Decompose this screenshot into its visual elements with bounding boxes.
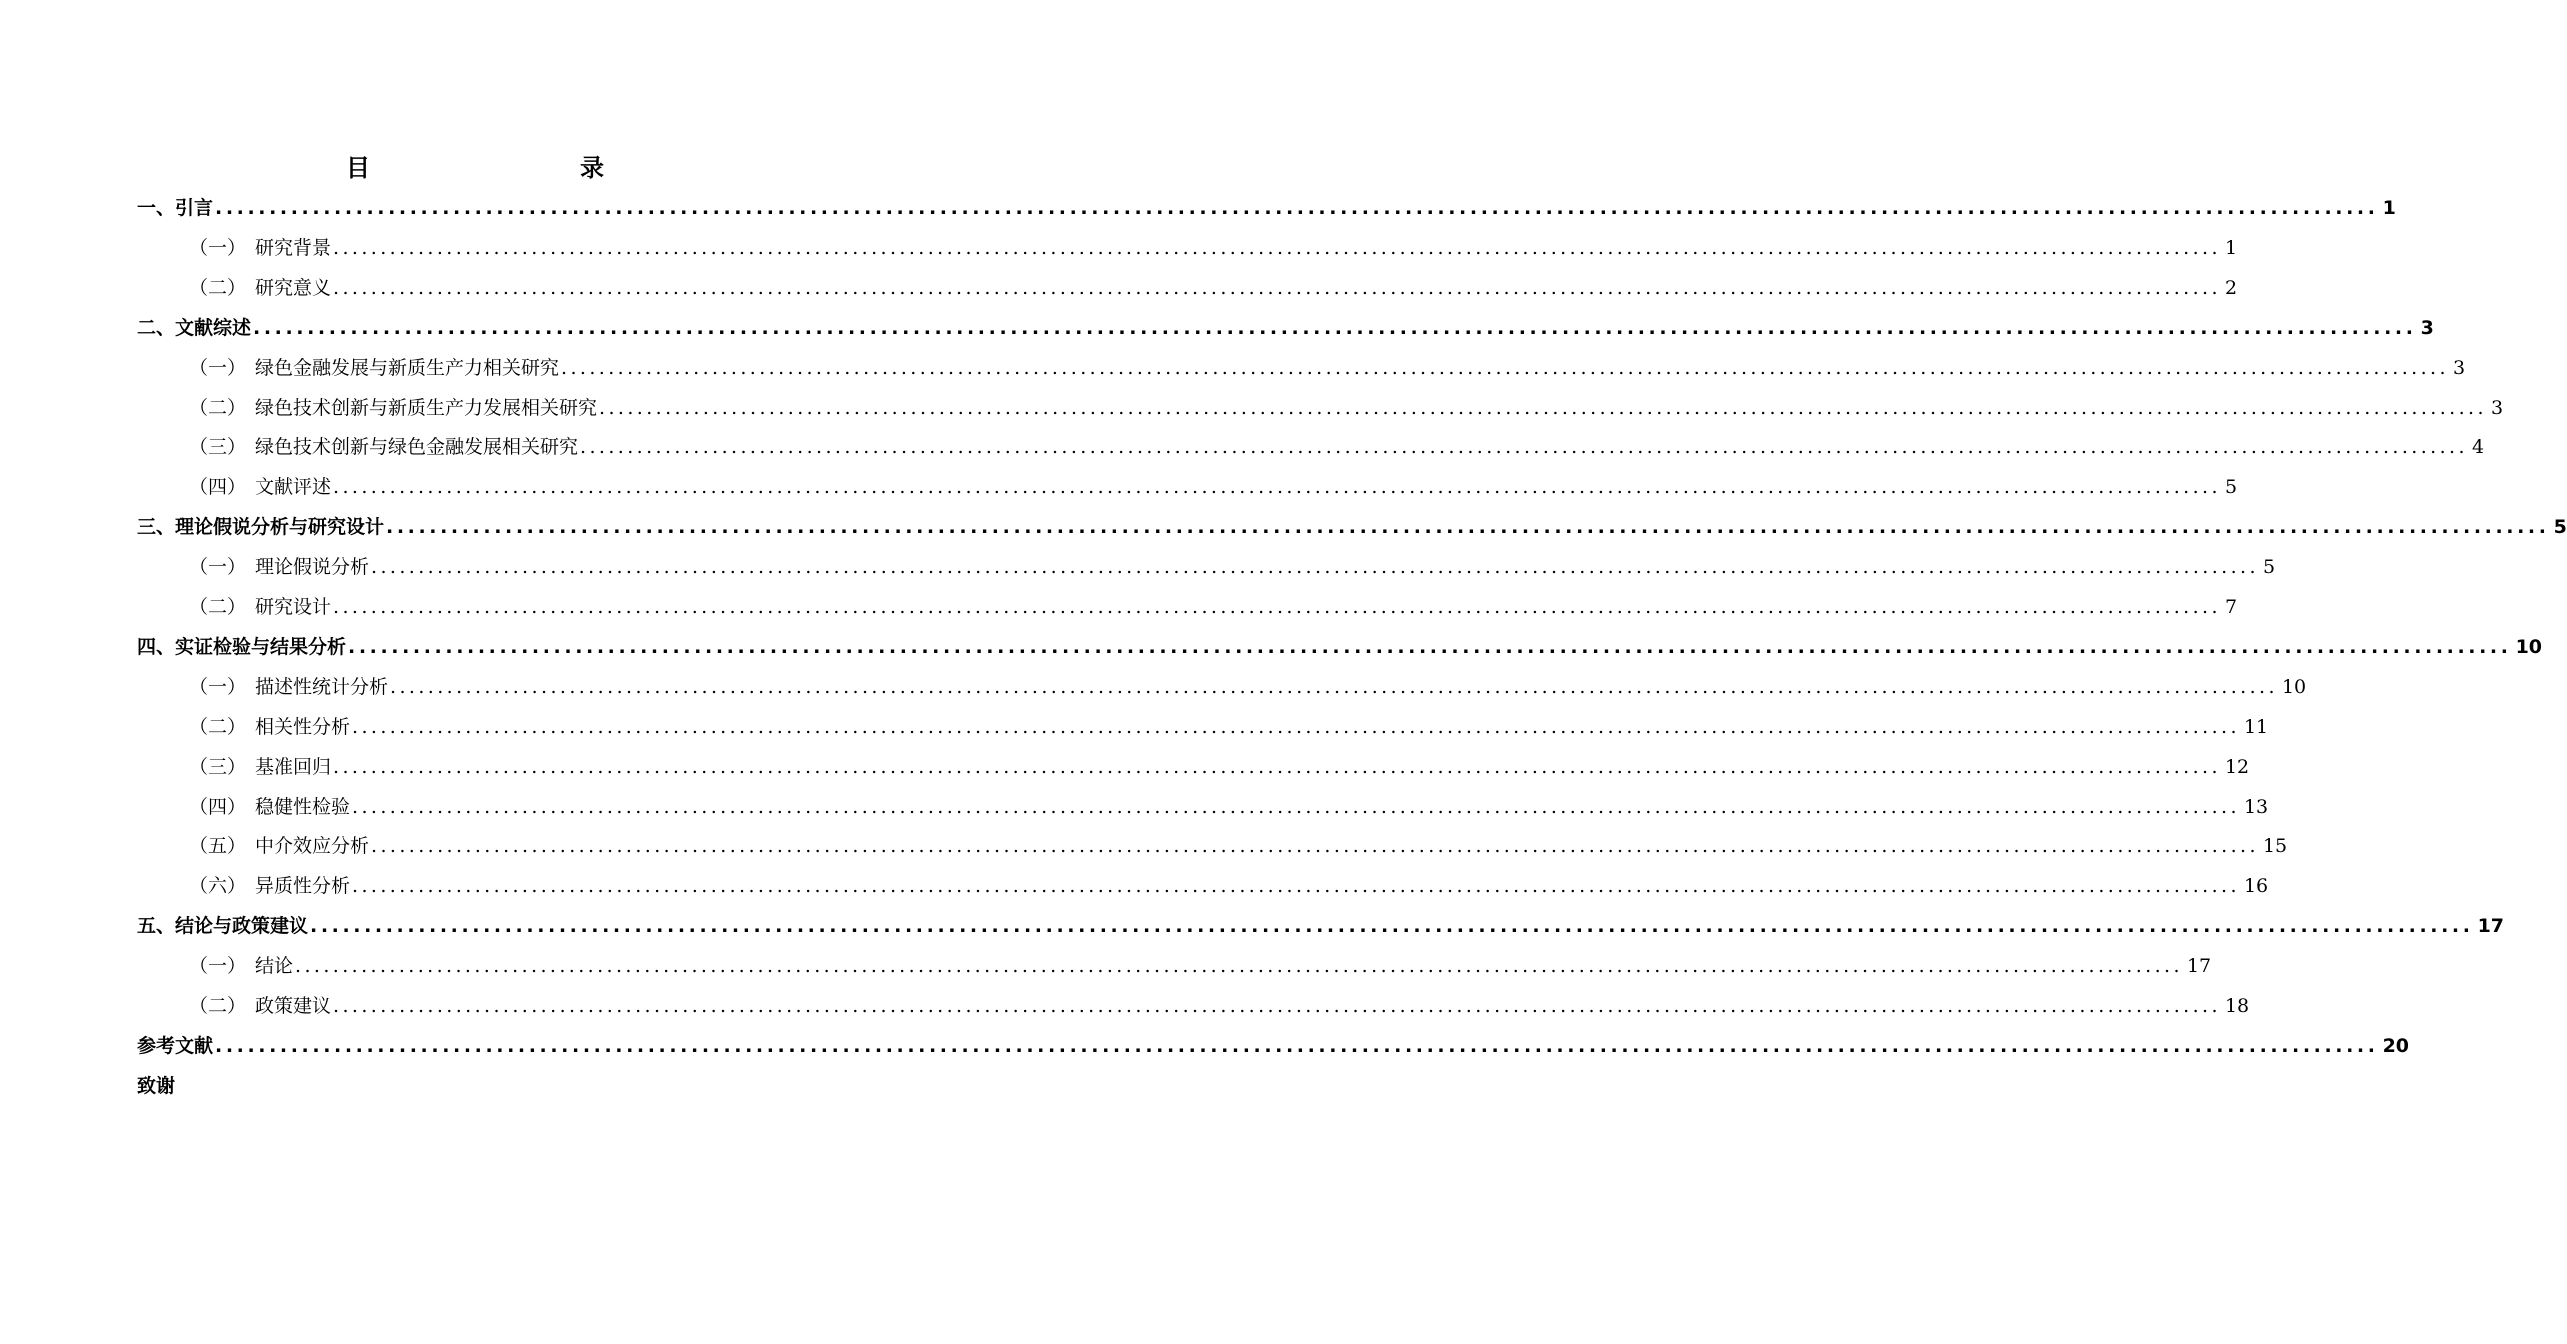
toc-dot-leader: ........................................................................................................................................................................................................	[310, 915, 2474, 938]
toc-entry-number: （三）	[189, 436, 247, 459]
toc-entry-number: （一）	[189, 955, 247, 978]
toc-dot-leader: ........................................................................................................................................................................................................	[348, 635, 2512, 658]
toc-section-entry[interactable]	[189, 467, 2238, 507]
toc-page-number: 12	[2224, 755, 2250, 778]
toc-entry-label: 研究意义	[255, 276, 332, 299]
toc-entry-number: （五）	[189, 835, 247, 858]
toc-page-number: 3	[2490, 396, 2504, 419]
toc-dot-leader: ........................................................................................................................................................................................................	[333, 236, 2221, 259]
toc-section-entry[interactable]	[189, 388, 2504, 428]
toc-entry-label: 描述性统计分析	[255, 675, 389, 698]
toc-dot-leader: ........................................................................................................................................................................................................	[352, 875, 2240, 898]
toc-section-entry[interactable]	[189, 787, 2269, 827]
toc-dot-leader: ........................................................................................................................................................................................................	[333, 755, 2221, 778]
toc-dot-leader: ........................................................................................................................................................................................................	[253, 316, 2417, 339]
toc-chapter-entry[interactable]	[137, 627, 2543, 667]
toc-page-number: 4	[2471, 436, 2485, 459]
toc-dot-leader: ........................................................................................................................................................................................................	[599, 396, 2487, 419]
toc-page-number: 5	[2553, 516, 2567, 539]
toc-page-number: 18	[2224, 995, 2250, 1017]
toc-entry-label: 三、理论假说分析与研究设计	[137, 516, 385, 539]
toc-page-number: 16	[2243, 875, 2269, 898]
toc-page-number: 20	[2382, 1034, 2410, 1057]
toc-dot-leader: ........................................................................................................................................................................................................	[371, 556, 2259, 579]
toc-entry-label: 政策建议	[255, 995, 332, 1017]
toc-entry-number: （一）	[189, 236, 247, 259]
toc-dot-leader: ........................................................................................................................................................................................................	[333, 276, 2221, 299]
toc-section-entry[interactable]	[189, 547, 2276, 587]
toc-page-number: 17	[2477, 915, 2505, 938]
toc-section-entry[interactable]	[189, 747, 2250, 787]
toc-section-entry[interactable]	[189, 707, 2269, 747]
toc-chapter-entry[interactable]	[137, 308, 2434, 348]
toc-section-entry[interactable]	[189, 228, 2238, 268]
toc-dot-leader: ........................................................................................................................................................................................................	[371, 835, 2259, 858]
toc-entry-label: 基准回归	[255, 755, 332, 778]
toc-dot-leader: ........................................................................................................................................................................................................	[295, 955, 2183, 978]
toc-entry-label: 五、结论与政策建议	[137, 915, 309, 938]
toc-dot-leader: ........................................................................................................................................................................................................	[352, 715, 2240, 738]
toc-section-entry[interactable]	[189, 986, 2250, 1026]
toc-section-entry[interactable]	[189, 268, 2238, 308]
toc-page-number: 17	[2186, 955, 2212, 978]
toc-chapter-entry[interactable]	[137, 188, 2396, 228]
toc-entry-number: （一）	[189, 356, 247, 379]
toc-entry-label: 绿色技术创新与新质生产力发展相关研究	[255, 396, 598, 419]
toc-dot-leader: ........................................................................................................................................................................................................	[352, 795, 2240, 818]
toc-entry-label: 绿色技术创新与绿色金融发展相关研究	[255, 436, 579, 459]
toc-section-entry[interactable]	[189, 826, 2288, 866]
toc-dot-leader: ........................................................................................................................................................................................................	[390, 675, 2278, 698]
toc-page-number: 2	[2224, 276, 2238, 299]
page-title: 目 录	[346, 154, 658, 182]
toc-entry-number: （一）	[189, 556, 247, 579]
toc-dot-leader: ........................................................................................................................................................................................................	[333, 596, 2221, 618]
toc-chapter-entry[interactable]	[137, 906, 2505, 946]
toc-page-number: 13	[2243, 795, 2269, 818]
toc-page-number: 3	[2452, 356, 2466, 379]
toc-entry-label: 相关性分析	[255, 715, 351, 738]
toc-entry-number: （四）	[189, 476, 247, 499]
toc-entry-label: 研究设计	[255, 596, 332, 618]
toc-dot-leader: ........................................................................................................................................................................................................	[386, 516, 2550, 539]
toc-entry-number: （二）	[189, 276, 247, 299]
toc-page-number: 5	[2262, 556, 2276, 579]
toc-dot-leader: ........................................................................................................................................................................................................	[215, 1034, 2379, 1057]
toc-chapter-entry[interactable]	[137, 507, 2567, 547]
toc-entry-label: 二、文献综述	[137, 316, 252, 339]
toc-entry-number: （六）	[189, 875, 247, 898]
toc-entry-label: 结论	[255, 955, 294, 978]
toc-dot-leader: ........................................................................................................................................................................................................	[333, 476, 2221, 499]
toc-page-number: 3	[2420, 316, 2434, 339]
toc-page-number: 7	[2224, 596, 2238, 618]
toc-entry-label: 中介效应分析	[255, 835, 370, 858]
toc-dot-leader: ........................................................................................................................................................................................................	[561, 356, 2449, 379]
toc-entry-number: （二）	[189, 396, 247, 419]
toc-page-number: 11	[2243, 715, 2269, 738]
toc-page-number: 10	[2515, 635, 2543, 658]
toc-entry-label: 文献评述	[255, 476, 332, 499]
toc-dot-leader: ........................................................................................................................................................................................................	[580, 436, 2468, 459]
toc-section-entry[interactable]	[189, 946, 2212, 986]
toc-entry-label: 绿色金融发展与新质生产力相关研究	[255, 356, 560, 379]
toc-page-number: 10	[2281, 675, 2307, 698]
toc-entry-label: 理论假说分析	[255, 556, 370, 579]
toc-entry-number: （二）	[189, 995, 247, 1017]
toc-entry-number: （四）	[189, 795, 247, 818]
toc-entry-label: 参考文献	[137, 1034, 214, 1057]
toc-section-entry[interactable]	[189, 427, 2485, 467]
toc-section-entry[interactable]	[189, 587, 2238, 627]
toc-section-entry[interactable]	[189, 866, 2269, 906]
toc-chapter-entry[interactable]	[137, 1066, 850, 1106]
toc-entry-number: （二）	[189, 596, 247, 618]
toc-dot-leader: ........................................................................................................................................................................................................	[215, 197, 2379, 219]
toc-section-entry[interactable]	[189, 348, 2466, 388]
toc-entry-label: 一、引言	[137, 197, 214, 219]
toc-entry-label: 异质性分析	[255, 875, 351, 898]
toc-entry-number: （二）	[189, 715, 247, 738]
toc-entry-number: （三）	[189, 755, 247, 778]
toc-entry-label: 致谢	[137, 1074, 176, 1097]
toc-page-number: 1	[2382, 197, 2396, 219]
toc-page-number: 5	[2224, 476, 2238, 499]
toc-section-entry[interactable]	[189, 667, 2307, 707]
toc-chapter-entry[interactable]	[137, 1026, 2410, 1066]
toc-dot-leader: ........................................................................................................................................................................................................	[333, 995, 2221, 1017]
toc-entry-label: 稳健性检验	[255, 795, 351, 818]
toc-entry-label: 研究背景	[255, 236, 332, 259]
toc-entry-number: （一）	[189, 675, 247, 698]
toc-entry-label: 四、实证检验与结果分析	[137, 635, 347, 658]
toc-page-number: 15	[2262, 835, 2288, 858]
toc-page-number: 1	[2224, 236, 2238, 259]
